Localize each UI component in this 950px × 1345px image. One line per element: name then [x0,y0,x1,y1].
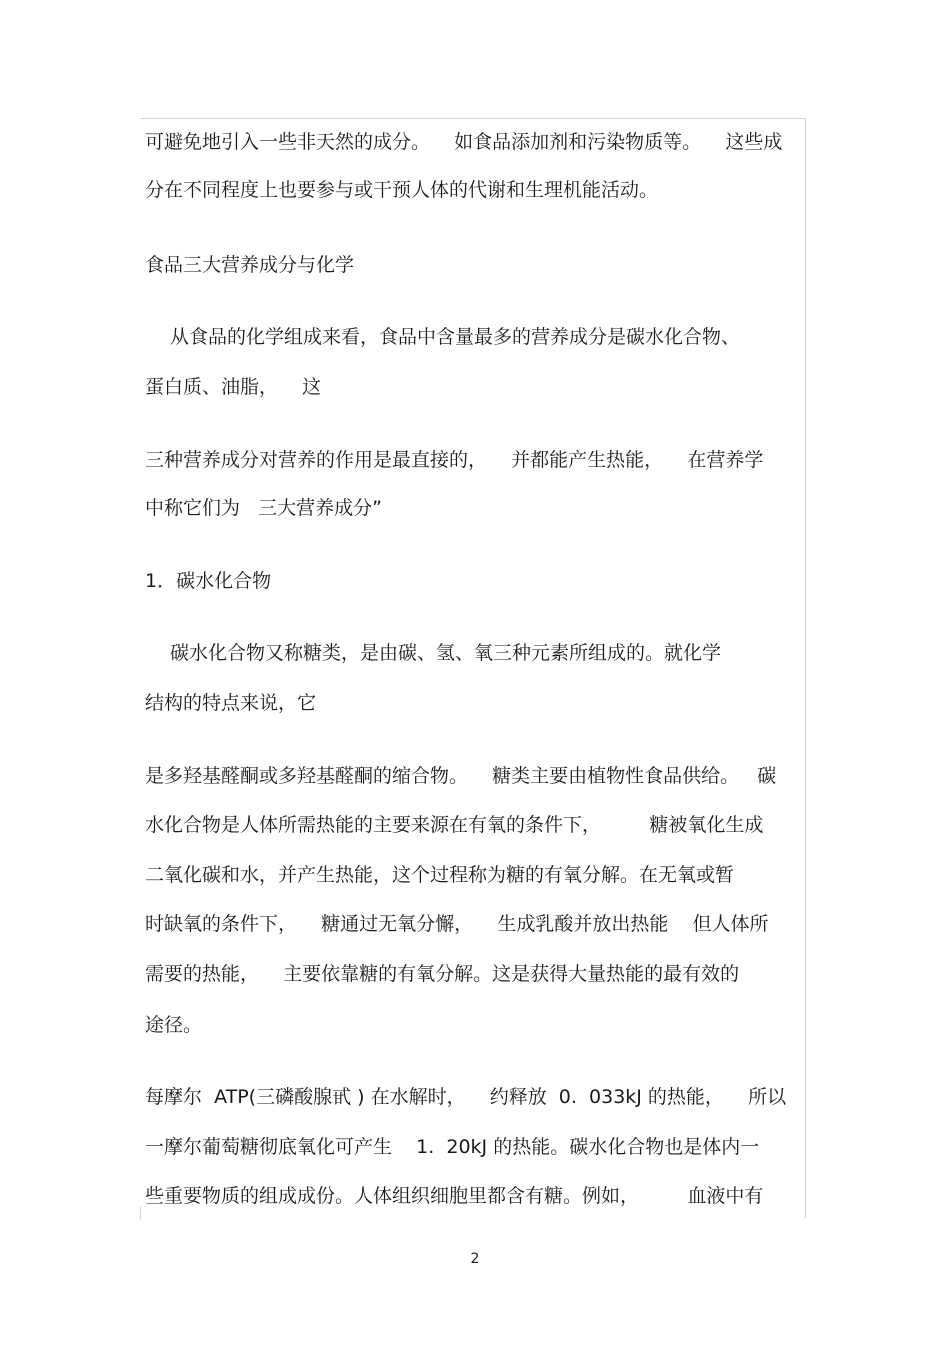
text-line: 蛋白质、油脂， 这 [145,376,322,398]
text-line: 可避免地引入一些非天然的成分。 如食品添加剂和污染物质等。 这些成 [145,131,783,153]
text-line: 途径。 [145,1014,203,1036]
text-line: 分在不同程度上也要参与或干预人体的代谢和生理机能活动。 [145,179,659,201]
text-line: 三种营养成分对营养的作用是最直接的， 并都能产生热能， 在营养学 [145,449,764,471]
text-line: 中称它们为 三大营养成分” [145,497,382,519]
text-line: 是多羟基醛酮或多羟基醛酮的缩合物。 糖类主要由植物性食品供给。 碳 [145,765,777,787]
section-heading: 食品三大营养成分与化学 [145,254,355,276]
text-line: 一摩尔葡萄糖彻底氧化可产生 1. 20kJ 的热能。碳水化合物也是体内一 [145,1136,760,1158]
text-line: 需要的热能， 主要依靠糖的有氧分解。这是获得大量热能的最有效的 [145,963,740,985]
text-line: 水化合物是人体所需热能的主要来源在有氧的条件下， 糖被氧化生成 [145,814,764,836]
text-line: 二氧化碳和水，并产生热能，这个过程称为糖的有氧分解。在无氧或暂 [145,864,735,886]
text-line: 碳水化合物又称糖类，是由碳、氢、氧三种元素所组成的。就化学 [170,642,722,664]
page-number: 2 [470,1251,480,1267]
page-frame [140,118,806,1218]
text-line: 每摩尔 ATP(三磷酸腺甙 ) 在水解时， 约释放 0. 033kJ 的热能， 所以 [145,1086,787,1108]
text-line: 结构的特点来说，它 [145,692,317,714]
text-line: 时缺氧的条件下， 糖通过无氧分懈， 生成乳酸并放出热能 但人体所 [145,913,769,935]
frame-left-edge [140,1206,141,1220]
text-line: 从食品的化学组成来看，食品中含量最多的营养成分是碳水化合物、 [170,326,741,348]
text-line: 些重要物质的组成成份。人体组织细胞里都含有糖。例如， 血液中有 [145,1185,764,1207]
subsection-heading: 1．碳水化合物 [145,570,272,592]
